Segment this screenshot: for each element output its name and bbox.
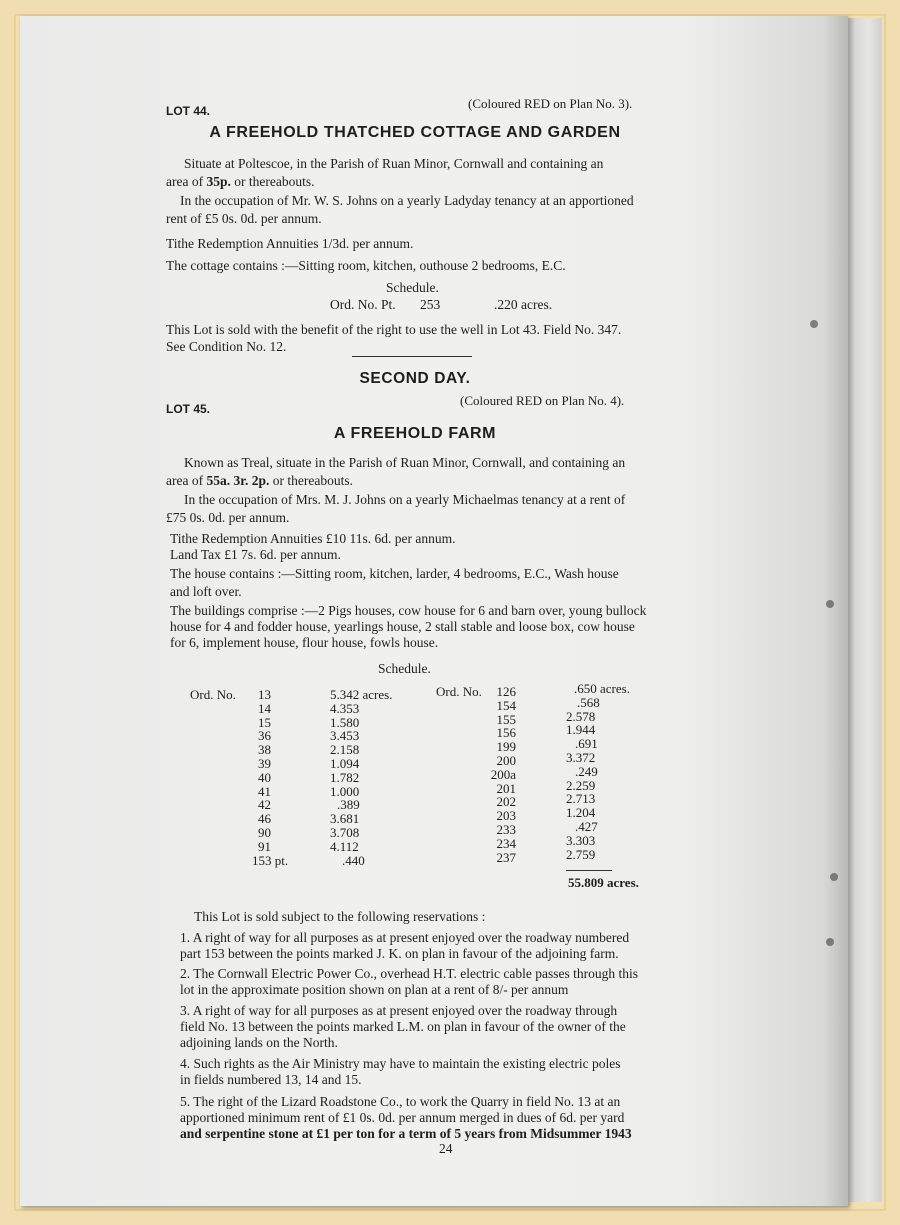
- reservation-2-line-1: 2. The Cornwall Electric Power Co., overhead H.T. electric cable passes through this: [180, 966, 638, 981]
- reservation-5-line-1: 5. The right of the Lizard Roadstone Co., to work the Quarry in field No. 13 at an: [180, 1094, 621, 1109]
- schedule-cell: .427: [575, 818, 598, 834]
- lot-45-buildings-line-1: The buildings comprise :—2 Pigs houses, cow house for 6 and barn over, young bullock: [170, 603, 647, 618]
- schedule-cell: 1.580: [330, 714, 360, 730]
- schedule-cell: 155: [496, 711, 516, 727]
- schedule-cell: 91: [258, 838, 271, 854]
- schedule-cell: 90: [258, 824, 271, 840]
- schedule-cell: 1.782: [330, 769, 360, 785]
- reservation-4-line-1: 4. Such rights as the Air Ministry may have to maintain the existing electric poles: [180, 1056, 621, 1071]
- schedule-cell: 36: [258, 728, 271, 744]
- schedule-cell: 200a: [490, 766, 516, 782]
- schedule-cell: 201: [496, 780, 516, 796]
- schedule-cell: 5.342 acres.: [330, 687, 393, 702]
- schedule-cell: 2.578: [566, 708, 596, 724]
- reservation-4-line-2: in fields numbered 13, 14 and 15.: [180, 1072, 362, 1087]
- lot-45-house-line-2: and loft over.: [170, 584, 242, 599]
- schedule-cell: 41: [258, 783, 271, 799]
- lot-45-tithe: Tithe Redemption Annuities £10 11s. 6d. per annum.: [170, 531, 456, 546]
- reservation-3-line-3: adjoining lands on the North.: [180, 1035, 338, 1050]
- schedule-left-areas: [330, 688, 392, 867]
- lot-44-occupation-line-2: rent of £5 0s. 0d. per annum.: [166, 211, 322, 226]
- schedule-cell: .440: [342, 852, 365, 868]
- schedule-cell: 2.759: [566, 846, 596, 862]
- lot-44-tithe: Tithe Redemption Annuities 1/3d. per annum.: [166, 236, 414, 251]
- lot-45-label: LOT 45.: [166, 402, 211, 416]
- schedule-cell: 4.112: [330, 838, 359, 854]
- schedule-cell: 203: [496, 808, 516, 824]
- lot-44-cottage: The cottage contains :—Sitting room, kitchen, outhouse 2 bedrooms, E.C.: [166, 258, 566, 273]
- schedule-cell: 3.453: [330, 728, 360, 744]
- lot-44-benefit-line-1: This Lot is sold with the benefit of the right to use the well in Lot 43. Field No. 347.: [166, 322, 622, 337]
- schedule-cell: 14: [258, 700, 271, 716]
- schedule-right-areas: [566, 682, 630, 861]
- lot-45-schedule-label: Schedule.: [378, 661, 431, 676]
- schedule-cell: 3.303: [566, 832, 596, 848]
- schedule-cell: 3.681: [330, 811, 360, 827]
- schedule-total: 55.809 acres.: [568, 875, 639, 890]
- schedule-cell: 42: [258, 797, 271, 813]
- lot-44-label: LOT 44.: [166, 104, 211, 118]
- lot-44-schedule-label: Schedule.: [386, 280, 439, 295]
- reservation-3-line-1: 3. A right of way for all purposes as at present enjoyed over the roadway through: [180, 1003, 618, 1018]
- schedule-cell: 46: [258, 811, 271, 827]
- schedule-cell: 2.713: [566, 791, 596, 807]
- lot-45-buildings-line-3: for 6, implement house, flour house, fowls house.: [170, 635, 439, 650]
- schedule-right-numbers: [476, 685, 516, 864]
- lot-45-plan-note: (Coloured RED on Plan No. 4).: [460, 393, 625, 408]
- schedule-cell: 13: [258, 687, 271, 702]
- lot-44-plan-note: (Coloured RED on Plan No. 3).: [468, 96, 633, 111]
- schedule-cell: 2.259: [566, 777, 596, 793]
- lot-44-area: 35p.: [206, 174, 231, 189]
- lot-45-house-line-1: The house contains :—Sitting room, kitchen, larder, 4 bedrooms, E.C., Wash house: [170, 566, 619, 581]
- schedule-cell: .650 acres.: [574, 681, 630, 696]
- schedule-cell: 126: [496, 684, 516, 699]
- schedule-left-numbers: [252, 687, 289, 868]
- schedule-cell: .389: [337, 797, 360, 813]
- lot-44-title: A FREEHOLD THATCHED COTTAGE AND GARDEN: [209, 124, 621, 141]
- lot-45-area: 55a. 3r. 2p.: [206, 473, 270, 488]
- schedule-cell: 1.094: [330, 755, 360, 771]
- reservations-intro: This Lot is sold subject to the following reservations :: [194, 909, 486, 924]
- lot-44-schedule-no: 253: [420, 297, 441, 312]
- schedule-cell: 200: [496, 752, 516, 768]
- schedule-cell: 4.353: [330, 700, 360, 716]
- schedule-cell: 1.944: [566, 722, 596, 738]
- lot-45-land-tax: Land Tax £1 7s. 6d. per annum.: [170, 547, 341, 562]
- schedule-cell: 38: [258, 742, 271, 758]
- lot-45-title: A FREEHOLD FARM: [333, 425, 497, 442]
- schedule-ord-label: Ord. No.: [190, 687, 236, 702]
- lot-45-buildings-line-2: house for 4 and fodder house, yearlings house, 2 stall stable and loose box, cow house: [170, 619, 635, 634]
- lot-45-known-line-2: area of 55a. 3r. 2p. or thereabouts.: [166, 473, 353, 488]
- page-number: 24: [439, 1141, 453, 1156]
- lot-45-occupation-line-2: £75 0s. 0d. per annum.: [166, 510, 290, 525]
- lot-45-occupation-line-1: In the occupation of Mrs. M. J. Johns on a yearly Michaelmas tenancy at a rent of: [184, 492, 626, 507]
- schedule-cell: 1.000: [330, 783, 360, 799]
- schedule-cell: 234: [496, 835, 516, 851]
- schedule-cell: .249: [575, 763, 598, 779]
- lot-44-schedule-area: .220 acres.: [494, 297, 553, 312]
- lot-44-schedule-ord: Ord. No. Pt.: [330, 297, 396, 312]
- lot-44-situate-line-1: Situate at Poltescoe, in the Parish of Ruan Minor, Cornwall and containing an: [184, 156, 604, 171]
- schedule-cell: 199: [496, 739, 516, 755]
- schedule-cell: .691: [575, 736, 598, 752]
- total-rule: [566, 870, 612, 871]
- lot-44-benefit-line-2: See Condition No. 12.: [166, 339, 287, 354]
- schedule-cell: 237: [496, 849, 516, 865]
- schedule-cell: 153 pt.: [252, 852, 289, 868]
- schedule-cell: 154: [496, 697, 516, 713]
- schedule-cell: 233: [496, 821, 516, 837]
- lot-44-situate-line-2: area of 35p. or thereabouts.: [166, 174, 315, 189]
- schedule-cell: 2.158: [330, 742, 360, 758]
- lot-45-known-line-1: Known as Treal, situate in the Parish of Ruan Minor, Cornwall, and containing an: [184, 455, 626, 470]
- reservation-1-line-2: part 153 between the points marked J. K. on plan in favour of the adjoining farm.: [180, 946, 619, 961]
- second-day-heading: SECOND DAY.: [359, 370, 471, 387]
- lot-44-occupation-line-1: In the occupation of Mr. W. S. Johns on a yearly Ladyday tenancy at an apportioned: [180, 193, 634, 208]
- reservation-2-line-2: lot in the approximate position shown on plan at a rent of 8/- per annum: [180, 982, 569, 997]
- reservation-1-line-1: 1. A right of way for all purposes as at present enjoyed over the roadway numbered: [180, 930, 630, 945]
- schedule-cell: 15: [258, 714, 271, 730]
- reservation-5-line-2: apportioned minimum rent of £1 0s. 0d. per annum merged in dues of 6d. per yard: [180, 1110, 625, 1125]
- schedule-cell: .568: [577, 694, 600, 710]
- schedule-cell: 40: [258, 769, 271, 785]
- schedule-cell: 3.708: [330, 824, 360, 840]
- schedule-cell: 3.372: [566, 749, 596, 765]
- schedule-cell: 202: [496, 794, 516, 810]
- reservation-5-line-3: and serpentine stone at £1 per ton for a term of 5 years from Midsummer 1943: [180, 1126, 632, 1141]
- schedule-cell: 1.204: [566, 805, 596, 821]
- section-divider: [352, 356, 472, 357]
- reservation-3-line-2: field No. 13 between the points marked L.M. on plan in favour of the owner of the: [180, 1019, 626, 1034]
- schedule-ord-label-right: Ord. No.: [436, 684, 482, 699]
- schedule-cell: 156: [496, 725, 516, 741]
- schedule-cell: 39: [258, 755, 271, 771]
